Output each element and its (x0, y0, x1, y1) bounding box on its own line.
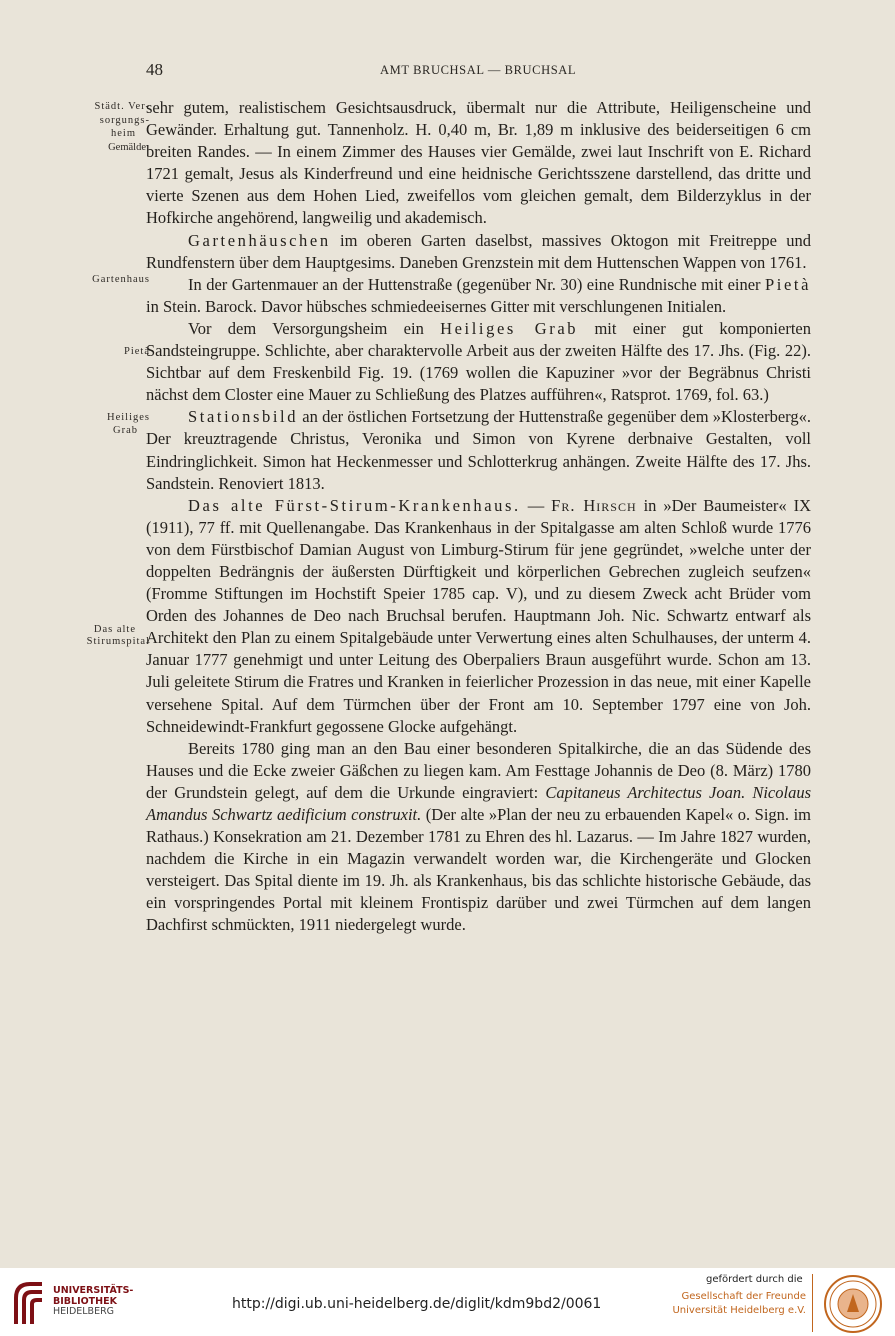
keyword-stationsbild: Stationsbild (188, 407, 299, 427)
paragraph-text: Bereits 1780 ging man an den Bau einer besonderen Spitalkirche, die an das Südende des Hauses und die Ecke zweier Gäßchen zu liegen kam. Am Festtage Johannis de Deo (8. März) 1780 der Grundstein gelegt, auf dem die Urkunde eingraviert: (146, 738, 811, 802)
margin-note-line: Grab (113, 425, 138, 436)
paragraph-text: mit einer gut komponierten Sandsteingruppe. Schlichte, aber charaktervolle Arbeit aus der zweiten Hälfte des 17. Jhs. (Fig. 22). Sichtbar auf dem Freskenbild Fig. 19. (1769 wollen die Kapuziner »vor der Begräbnus Christi nächst dem Closter eine Mauer zu Schließung des Platzes aufführen«, Ratsprot. 1769, fol. 63.) (146, 318, 811, 405)
university-seal-icon (823, 1274, 883, 1334)
library-line: BIBLIOTHEK (53, 1295, 117, 1307)
society-line: Universität Heidelberg e.V. (672, 1305, 806, 1316)
paragraph-text: an der östlichen Fortsetzung der Huttenstraße gegenüber dem »Klosterberg«. Der kreuztragende Christus, Veronika und Simon von Kyrene derbnaive Gestalten, voll Eindringlichkeit. Simon hat Heckenmesser und Schlotterkrug anhängen. Zweite Hälfte des 17. Jhs. Sandstein. Renoviert 1813. (146, 407, 811, 493)
body-text (146, 97, 811, 937)
keyword-pieta: Pietà (765, 274, 811, 294)
permalink-url[interactable]: http://digi.ub.uni-heidelberg.de/diglit/kdm9bd2/0061 (232, 1296, 602, 1312)
library-line: HEIDELBERG (53, 1306, 115, 1317)
margin-note-line: Heiliges (107, 412, 150, 423)
margin-note-versorgungsheim (58, 100, 150, 154)
paragraph-spitalkirche (146, 738, 811, 937)
keyword-fuerst-stirum-krankenhaus: Das alte Fürst-Stirum-Krankenhaus. (188, 495, 521, 515)
margin-note-line: sorgungs- (99, 114, 150, 126)
page-number: 48 (146, 60, 163, 79)
footer-divider (812, 1274, 813, 1332)
paragraph-stirumspital (146, 495, 811, 738)
margin-note-gartenhaus: Gartenhaus (92, 274, 150, 285)
margin-note-line: Städt. Ver- (94, 101, 150, 112)
keyword-heiliges-grab: Heiliges Grab (440, 318, 579, 338)
paragraph-text: in »Der Baumeister« IX (1911), 77 ff. mit Quellenangabe. Das Krankenhaus in der Spitalgasse am alten Schloß wurde 1776 von dem Fürstbischof Damian August von Limburg-Stirum für jene gegründet, »welche unter der doppelten Bedrängnis der äußersten Dürftigkeit und körperlichen Gebrechen zugleich seufzen« (Fromme Stiftungen im Hochstift Speier 1785 cap. V), und zu diesem Zweck acht Brüder vom Orden des Johannes de Deo nach Bruchsal berufen. Hauptmann Joh. Nic. Schwartz entwarf als Architekt den Plan zu einem Spitalgebäude unter Verwertung eines alten Schulhauses, der unterm 4. Januar 1777 genehmigt und unter Leitung des Oberpaliers Braun ausgeführt wurde. Schon am 13. Juli geleitete Stirum die Fratres und Kranken in feierlicher Prozession in das neue, mit einer Kapelle versehene Spital. Auf dem Türmchen über der Front am 10. September 1797 eine von Joh. Schneidewindt-Frankfurt gegossene Glocke aufgehängt. (146, 495, 811, 736)
margin-note-pieta: Pietà (124, 346, 150, 357)
keyword-gartenhaeuschen: Gartenhäuschen (188, 230, 331, 250)
society-name (670, 1290, 806, 1318)
margin-note-heiliges-grab (58, 411, 150, 437)
university-library-name (53, 1286, 133, 1318)
running-head: AMT BRUCHSAL — BRUCHSAL (380, 63, 577, 77)
page-header (0, 60, 895, 80)
dash: — (520, 495, 552, 515)
university-library-logo-icon (10, 1280, 48, 1326)
funded-by-label: gefördert durch die (706, 1274, 803, 1285)
society-line: Gesellschaft der Freunde (681, 1291, 806, 1302)
paragraph-stationsbild (146, 406, 811, 494)
paragraph-text: in Stein. Barock. Davor hübsches schmiedeeisernes Gitter mit verschlungenen Initialen. (146, 296, 727, 316)
paragraph-heiliges-grab (146, 318, 811, 406)
library-line: UNIVERSITÄTS- (53, 1285, 134, 1296)
paragraph-gartenhaus (146, 230, 811, 274)
margin-note-stirumspital (50, 624, 150, 648)
paragraph-text: (Der alte »Plan der neu zu erbauenden Kapel« o. Sign. im Rathaus.) Konsekration am 21. Dezember 1781 zu Ehren des hl. Lazarus. — Im Jahre 1827 wurden, nachdem die Kirche in ein Magazin verwandelt worden war, die Kirchengeräte und Glocken versteigert. Das Spital diente im 19. Jh. als Krankenhaus, bis das schlichte historische Gebäude, das ein vorspringendes Portal mit kleinem Frontispiz darüber und zwei Türmchen auf dem langen Dachfirst schmückten, 1911 niedergelegt wurde. (146, 805, 811, 935)
margin-note-line: Das alte (93, 624, 136, 635)
paragraph-text: In der Gartenmauer an der Huttenstraße (gegenüber Nr. 30) eine Rundnische mit einer (188, 274, 765, 294)
margin-note-line: Gemälde (108, 141, 146, 153)
inscription-quote: Capitaneus Architectus Joan. Nicolaus Amandus Schwartz aedificium construxit. (146, 782, 811, 824)
paragraph-pieta (146, 274, 811, 318)
viewer-footer (0, 1268, 895, 1336)
paragraph-text: sehr gutem, realistischem Gesichtsausdruck, übermalt nur die Attribute, Heiligenscheine und Gewänder. Erhaltung gut. Tannenholz. H. 0,40 m, Br. 1,89 m inklusive des beiderseitigen 6 cm breiten Randes. — In einem Zimmer des Hauses vier Gemälde, zwei laut Inschrift von E. Richard 1721 gemalt, Jesus als Kinderfreund und eine heidnische Gerichtsszene darstellend, das dritte und vierte Szenen aus dem Hohen Lied, zweifellos vom gleichen gemalt, dem Bilderzyklus in der Hofkirche angehörend, langweilig und akademisch. (146, 98, 811, 228)
author-name: Fr. Hirsch (551, 495, 637, 515)
paragraph-text: im oberen Garten daselbst, massives Oktogon mit Freitreppe und Rundfenstern über dem Hauptgesims. Daneben Grenzstein mit dem Huttenschen Wappen von 1761. (146, 230, 811, 272)
paragraph-versorgungsheim (146, 97, 811, 230)
margin-note-line: heim (111, 128, 136, 140)
paragraph-text: Vor dem Versorgungsheim ein (188, 318, 441, 338)
margin-note-line: Stirumspital (86, 636, 150, 647)
